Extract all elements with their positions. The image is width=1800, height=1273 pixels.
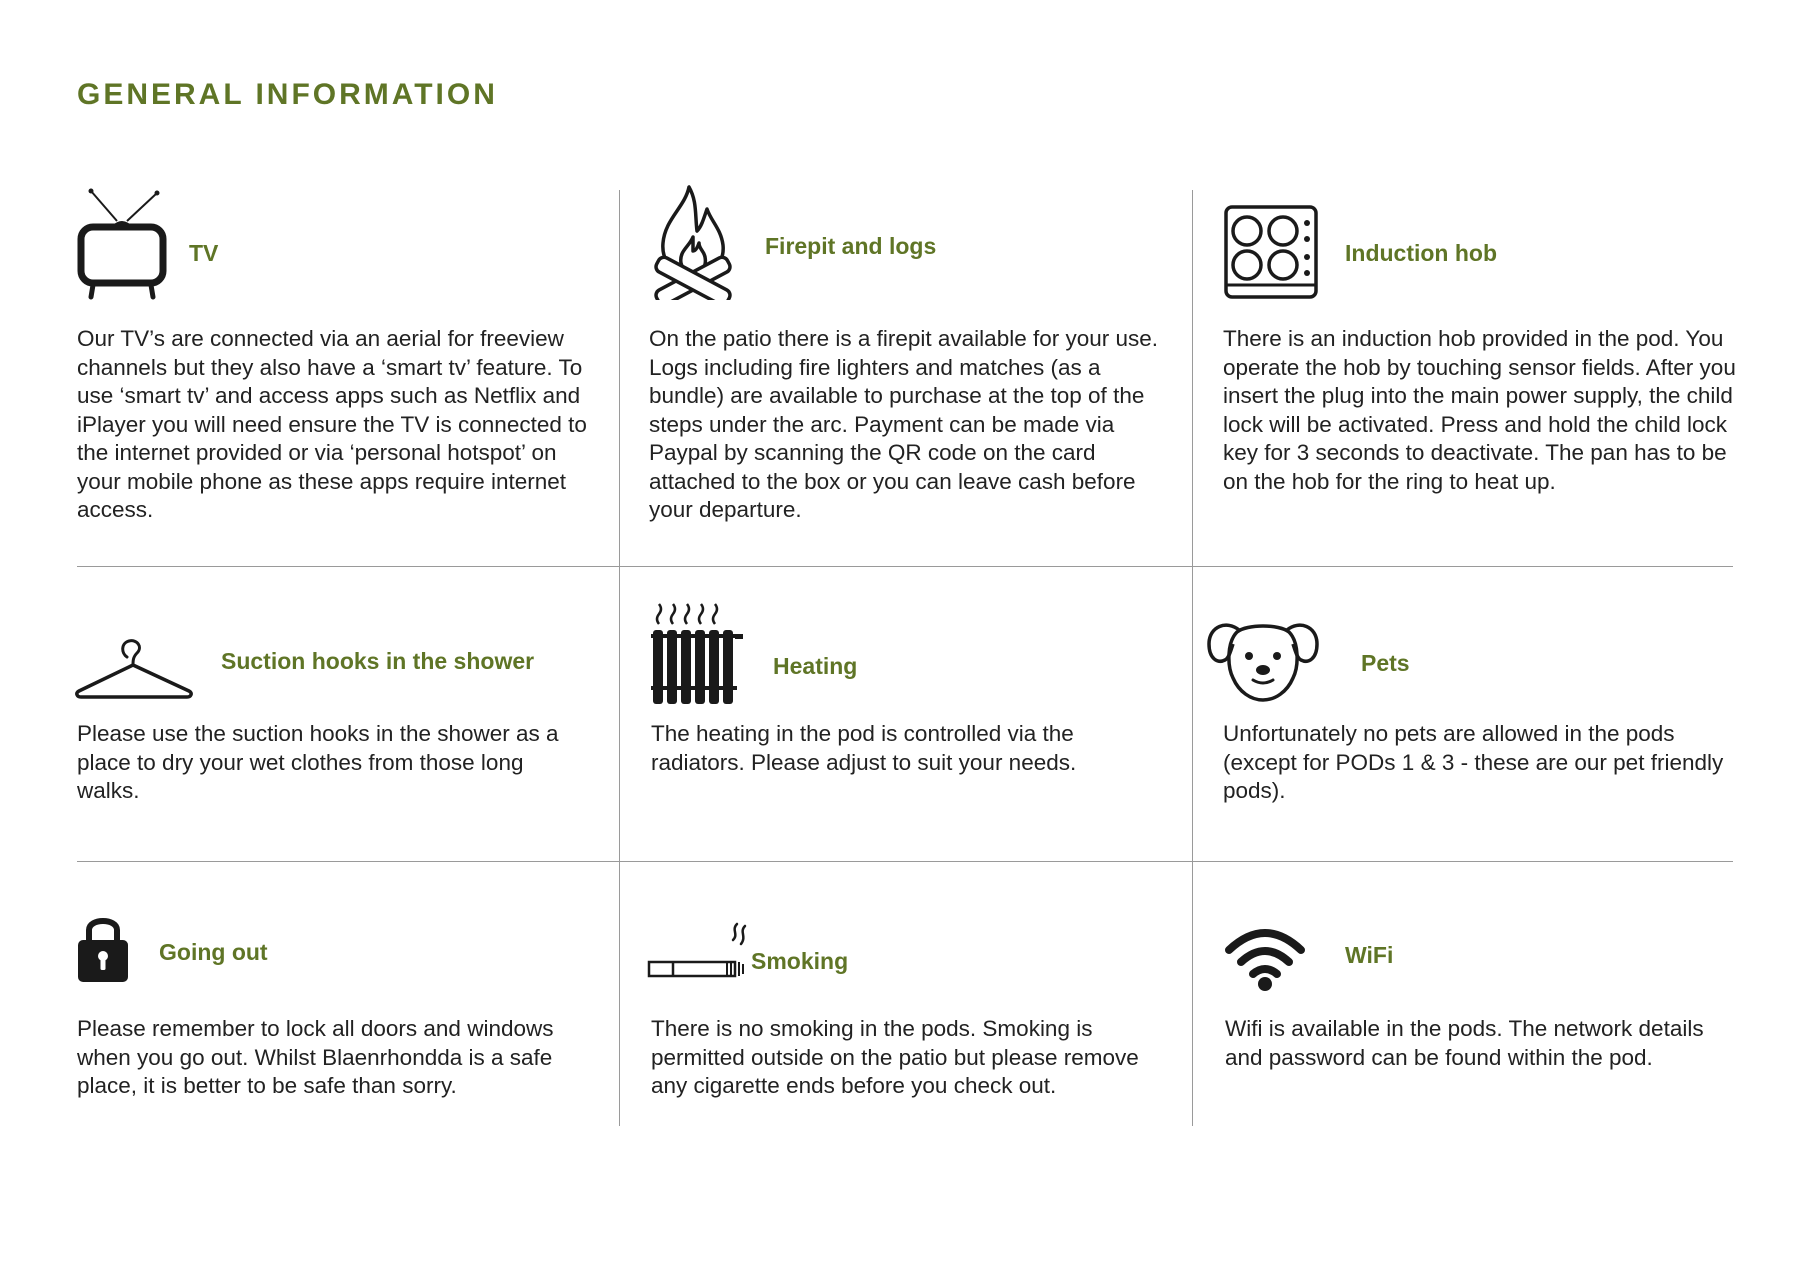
card-text: On the patio there is a firepit available for your use. Logs including fire lighters and matches (as a bundle) are available to purchase at the top of the steps under the arc. Payment can be made via Paypal by scanning the QR code on the card attached to the box or you can leave cash before your departure. <box>649 326 1159 522</box>
tv-icon <box>77 185 169 300</box>
card-text: There is no smoking in the pods. Smoking is permitted outside on the patio but please remove any cigarette ends before you check out. <box>651 1016 1139 1098</box>
column-divider <box>1192 190 1193 1126</box>
row-divider <box>77 566 1733 567</box>
card-title: Induction hob <box>1345 240 1498 266</box>
card-title: Firepit and logs <box>765 233 937 259</box>
cigarette-icon <box>647 922 749 978</box>
card-title: Going out <box>159 938 268 965</box>
radiator-icon <box>649 600 745 705</box>
row-divider <box>77 861 1733 862</box>
padlock-icon <box>77 912 129 984</box>
firepit-icon <box>649 185 737 300</box>
column-divider <box>619 190 620 1126</box>
card-text: There is an induction hob provided in the pod. You operate the hob by touching sensor fields. After you insert the plug into the main power supply, the child lock will be activated. Press and hold the child lock key for 3 seconds to deactivate. The pan has to be on the hob for the ring to heat up. <box>1223 326 1736 494</box>
card-text: Our TV’s are connected via an aerial for freeview channels but they also have a ‘smart tv’ feature. To use ‘smart tv’ and access apps such as Netflix and iPlayer you will need ensure the TV is connected to the internet provided or via ‘personal hotspot’ on your mobile phone as these apps require internet access. <box>77 326 587 522</box>
card-text: Wifi is available in the pods. The network details and password can be found within the pod. <box>1225 1016 1704 1070</box>
card-title: TV <box>189 240 219 266</box>
card-text: Please use the suction hooks in the shower as a place to dry your wet clothes from those long walks. <box>77 721 559 803</box>
card-title: Smoking <box>751 947 849 974</box>
card-title: Pets <box>1361 649 1410 676</box>
card-title: WiFi <box>1345 941 1394 968</box>
hanger-icon <box>75 605 193 705</box>
page-title: GENERAL INFORMATION <box>77 78 498 111</box>
induction-hob-icon <box>1223 185 1319 300</box>
card-title: Suction hooks in the shower <box>221 647 535 674</box>
card-text: The heating in the pod is controlled via the radiators. Please adjust to suit your needs. <box>651 721 1077 775</box>
wifi-icon <box>1223 922 1307 992</box>
card-title: Heating <box>773 653 858 679</box>
dog-icon <box>1207 620 1319 702</box>
card-text: Unfortunately no pets are allowed in the pods (except for PODs 1 & 3 - these are our pet friendly pods). <box>1223 721 1724 803</box>
card-text: Please remember to lock all doors and windows when you go out. Whilst Blaenrhondda is a safe place, it is better to be safe than sorry. <box>77 1016 554 1098</box>
